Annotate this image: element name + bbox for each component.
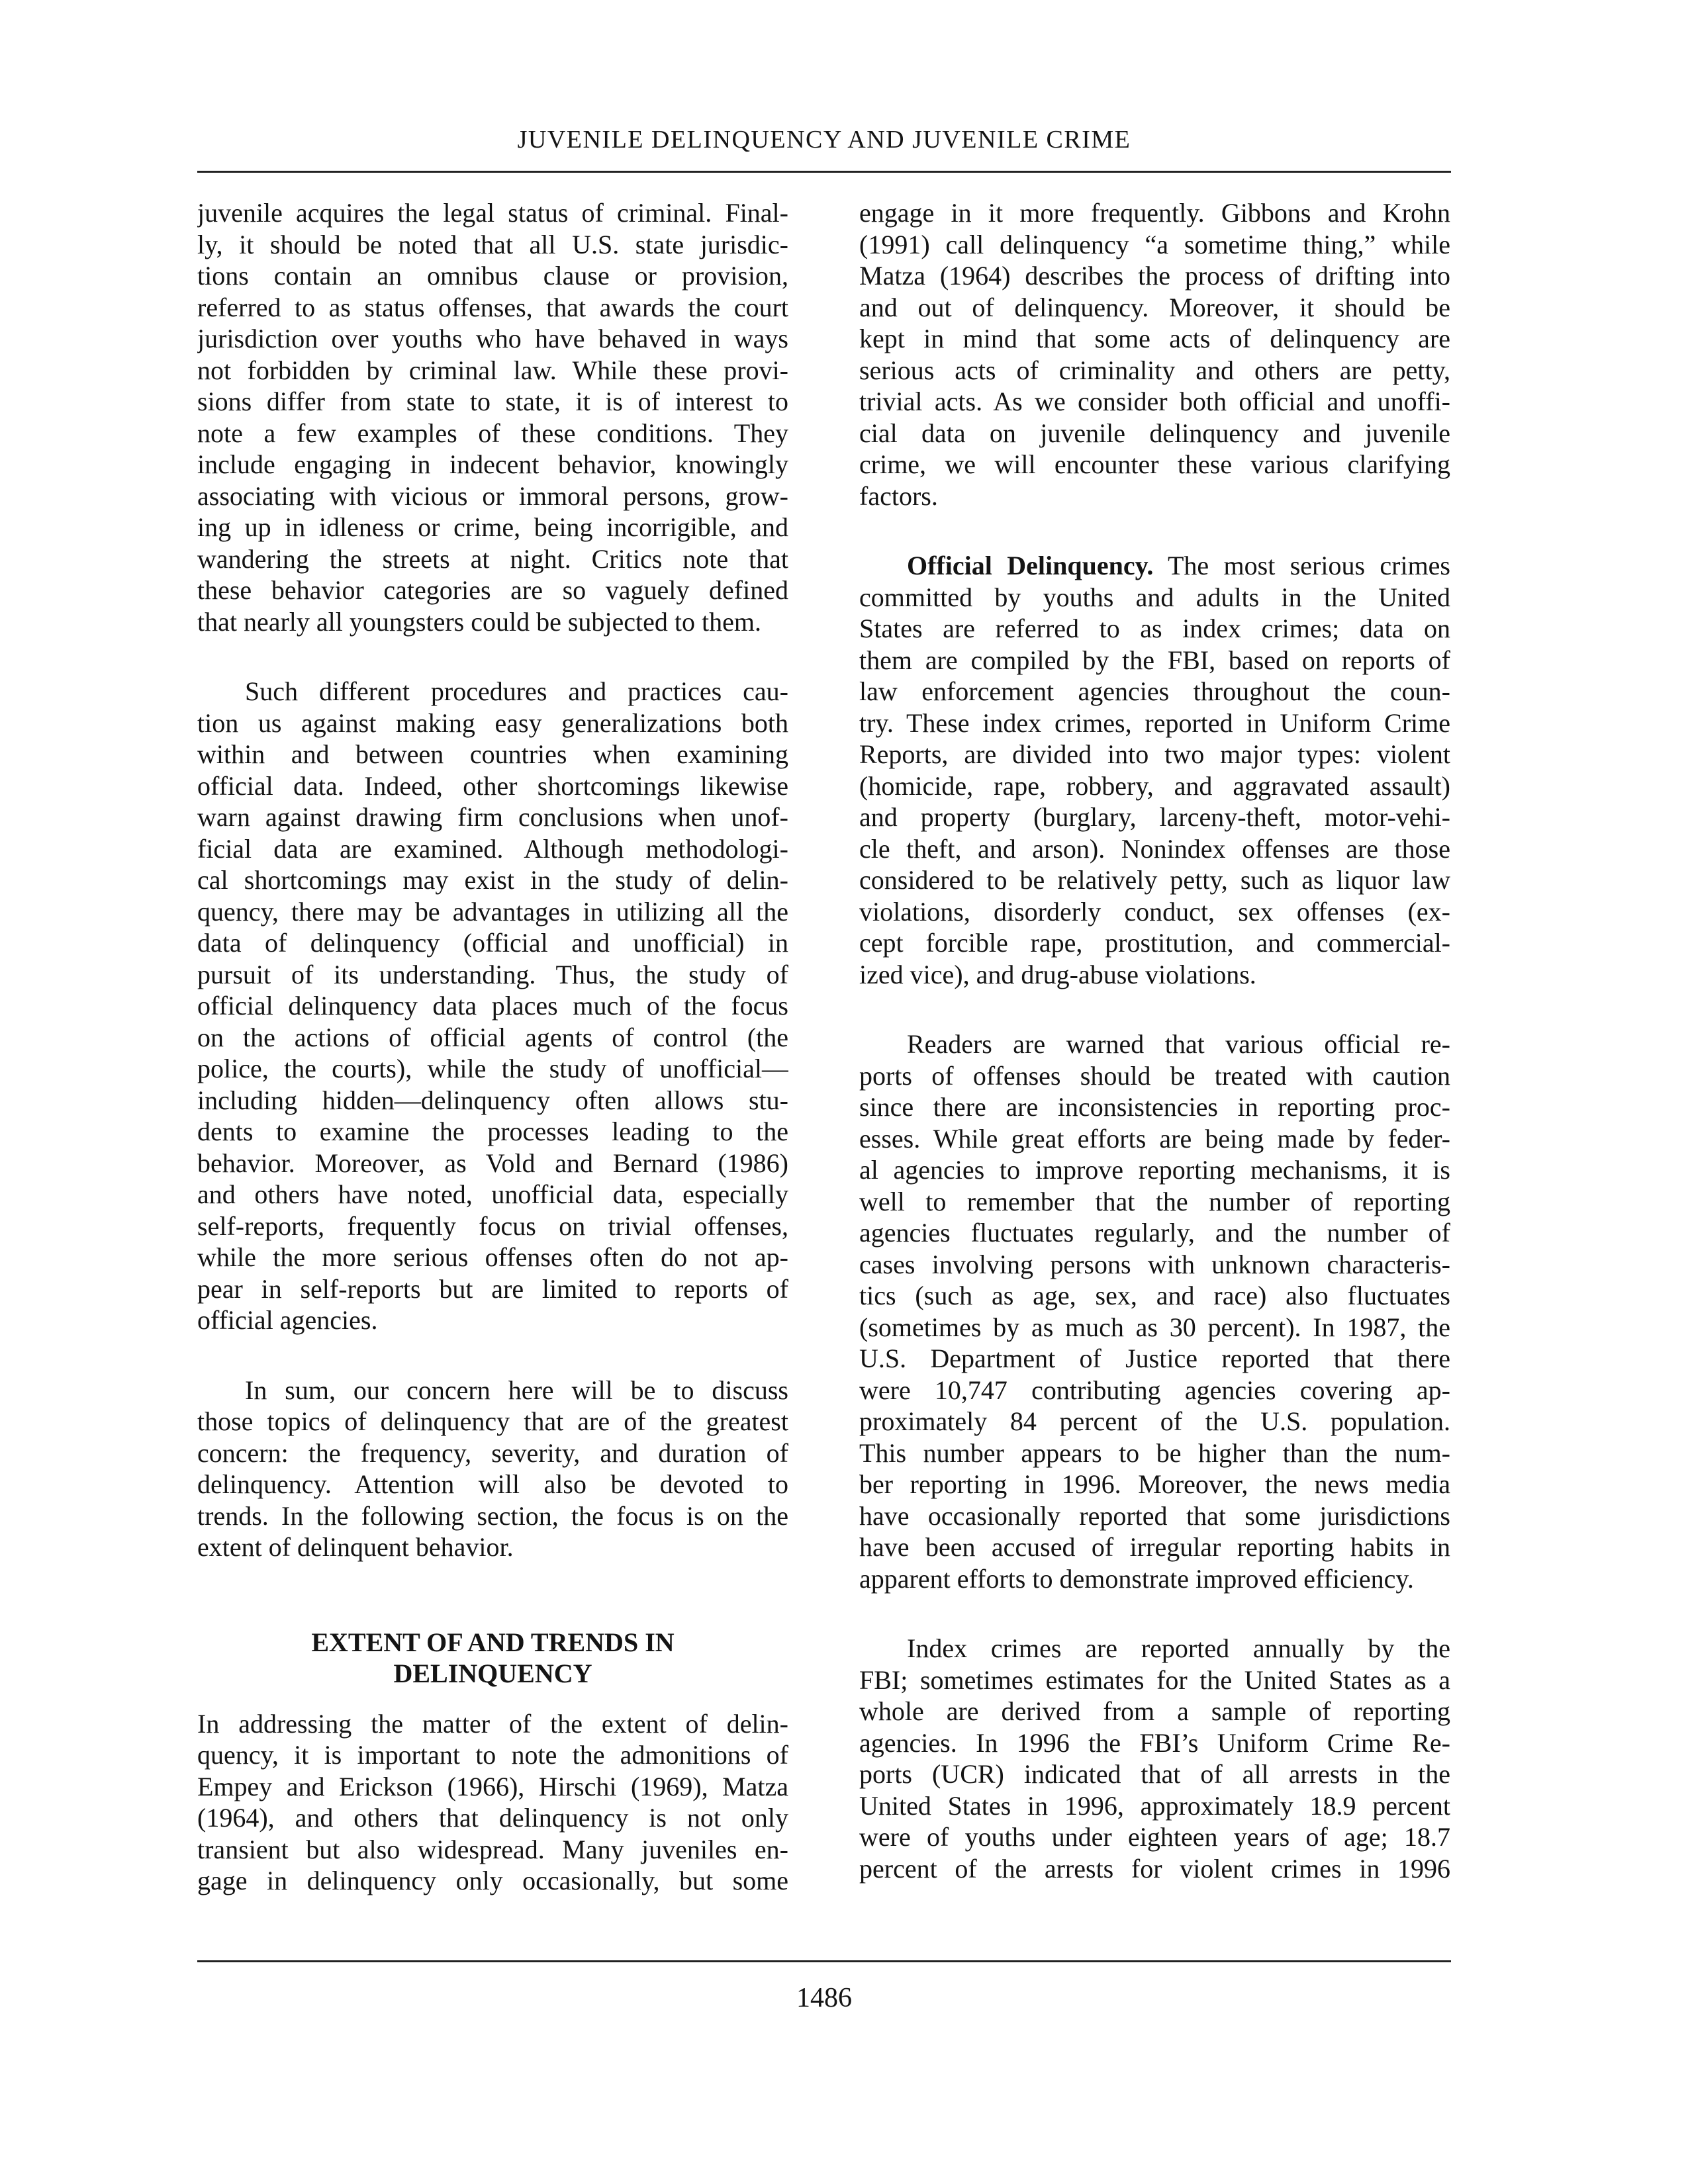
text-line: cle theft, and arson). Nonindex offenses are those (859, 833, 1450, 864)
text-line: official delinquency data places much of the focus (197, 991, 788, 1021)
text-line: (sometimes by as much as 30 percent). In 1987, the (859, 1312, 1450, 1342)
text-line: cial data on juvenile delinquency and juvenile (859, 418, 1450, 448)
text-line: tics (such as age, sex, and race) also fluctuates (859, 1281, 1450, 1310)
text-line: extent of delinquent behavior. (197, 1532, 514, 1562)
text-line: ber reporting in 1996. Moreover, the news media (859, 1469, 1450, 1499)
footer-rule (197, 1960, 1451, 1962)
text-line: Index crimes are reported annually by the (907, 1633, 1450, 1663)
text-line: wandering the streets at night. Critics note that (197, 543, 788, 574)
paragraph (197, 1375, 788, 1563)
text-line: committed by youths and adults in the United (859, 582, 1450, 612)
text-line: them are compiled by the FBI, based on reports of (859, 645, 1450, 675)
text-line: Matza (1964) describes the process of drifting into (859, 261, 1450, 291)
section-heading-line: EXTENT OF AND TRENDS IN (311, 1627, 675, 1657)
text-line: cept forcible rape, prostitution, and commercial- (859, 928, 1450, 958)
text-line: try. These index crimes, reported in Uniform Crime (859, 707, 1450, 738)
text-line: these behavior categories are so vaguely defined (197, 575, 788, 605)
run-in-heading: Official Delinquency. (907, 551, 1154, 580)
text-line: FBI; sometimes estimates for the United States as a (859, 1664, 1450, 1695)
text-line: jurisdiction over youths who have behaved in ways (197, 324, 788, 353)
text-line: ports (UCR) indicated that of all arrests in the (859, 1759, 1450, 1789)
text-line: This number appears to be higher than the num- (859, 1437, 1450, 1468)
paragraph (197, 1708, 788, 1897)
paragraph (197, 676, 788, 1336)
text-line: Empey and Erickson (1966), Hirschi (1969), Matza (197, 1771, 788, 1801)
text-line: and out of delinquency. Moreover, it should be (859, 292, 1450, 322)
paragraph (859, 1028, 1450, 1594)
text-line: (homicide, rape, robbery, and aggravated assault) (859, 770, 1450, 801)
text-line: police, the courts), while the study of unofficial— (197, 1054, 788, 1083)
paragraph (859, 1633, 1450, 1884)
text-line: proximately 84 percent of the U.S. population. (859, 1406, 1450, 1436)
text-line (859, 550, 1450, 582)
text-line: dents to examine the processes leading to the (197, 1116, 788, 1146)
text-line: percent of the arrests for violent crimes in 1996 (859, 1853, 1450, 1884)
text-line: have occasionally reported that some jurisdictions (859, 1500, 1450, 1531)
section-heading (197, 1627, 788, 1690)
text-line: ized vice), and drug-abuse violations. (859, 959, 1256, 989)
text-line: In sum, our concern here will be to discuss (245, 1375, 788, 1405)
header-rule (197, 171, 1451, 173)
text-line: including hidden—delinquency often allows stu- (197, 1085, 788, 1115)
text-line: violations, disorderly conduct, sex offenses (ex- (859, 896, 1450, 927)
text-line: quency, it is important to note the admonitions of (197, 1740, 788, 1770)
text-line: agencies fluctuates regularly, and the number of (859, 1218, 1450, 1248)
text-line: note a few examples of these conditions. They (197, 418, 788, 448)
text-line: transient but also widespread. Many juveniles en- (197, 1834, 788, 1864)
section-heading-line: DELINQUENCY (393, 1659, 592, 1688)
text-line: serious acts of criminality and others are petty, (859, 355, 1450, 385)
text-line: agencies. In 1996 the FBI’s Uniform Crime Re- (859, 1727, 1450, 1758)
text-line: and property (burglary, larceny-theft, motor-vehi- (859, 802, 1450, 832)
text-line: trends. In the following section, the focus is on the (197, 1500, 788, 1531)
text-line: ing up in idleness or crime, being incorrigible, and (197, 512, 788, 542)
text-line: U.S. Department of Justice reported that there (859, 1343, 1450, 1373)
text-line: kept in mind that some acts of delinquency are (859, 324, 1450, 353)
text-line: within and between countries when examining (197, 739, 788, 769)
text-line: associating with vicious or immoral persons, grow- (197, 480, 788, 511)
text-line: and others have noted, unofficial data, especially (197, 1179, 788, 1209)
text-line: considered to be relatively petty, such as liquor law (859, 865, 1450, 895)
running-head: JUVENILE DELINQUENCY AND JUVENILE CRIME (517, 126, 1131, 154)
text-line: were 10,747 contributing agencies covering ap- (859, 1375, 1450, 1405)
text-line: tion us against making easy generalizations both (197, 707, 788, 738)
text-line: engage in it more frequently. Gibbons and Krohn (859, 198, 1450, 228)
text-line: ports of offenses should be treated with caution (859, 1060, 1450, 1091)
text-line: juvenile acquires the legal status of criminal. Final- (197, 198, 788, 228)
page-number: 1486 (796, 1983, 852, 2013)
text-line: while the more serious offenses often do not ap- (197, 1242, 788, 1272)
text-line: States are referred to as index crimes; data on (859, 614, 1450, 643)
text-line: factors. (859, 480, 938, 511)
text-line: (1991) call delinquency “a sometime thing,” while (859, 229, 1450, 259)
text-line: not forbidden by criminal law. While these provi- (197, 355, 788, 385)
text-line: referred to as status offenses, that awards the court (197, 292, 788, 322)
text-line: pursuit of its understanding. Thus, the study of (197, 959, 788, 989)
text-line: Reports, are divided into two major types: violent (859, 739, 1450, 769)
text-line: delinquency. Attention will also be devoted to (197, 1469, 788, 1499)
text-line: apparent efforts to demonstrate improved efficiency. (859, 1563, 1414, 1594)
text-line: ficial data are examined. Although methodologi- (197, 833, 788, 864)
text-line: whole are derived from a sample of reporting (859, 1696, 1450, 1726)
paragraph (197, 197, 788, 637)
text-line: that nearly all youngsters could be subjected to them. (197, 606, 761, 637)
text-run: The most serious crimes (1153, 551, 1450, 580)
text-line: al agencies to improve reporting mechanisms, it is (859, 1155, 1450, 1185)
text-line: law enforcement agencies throughout the coun- (859, 676, 1450, 706)
text-line: self-reports, frequently focus on trivial offenses, (197, 1210, 788, 1241)
text-line: official agencies. (197, 1305, 378, 1335)
text-line: include engaging in indecent behavior, knowingly (197, 449, 788, 479)
text-line: pear in self-reports but are limited to reports of (197, 1273, 788, 1304)
text-line: esses. While great efforts are being made by feder- (859, 1123, 1450, 1154)
paragraph (859, 197, 1450, 512)
text-line: In addressing the matter of the extent of delin- (197, 1708, 788, 1739)
text-line: those topics of delinquency that are of the greatest (197, 1406, 788, 1436)
text-line: (1964), and others that delinquency is not only (197, 1803, 788, 1833)
text-line: official data. Indeed, other shortcomings likewise (197, 770, 788, 801)
text-line: since there are inconsistencies in reporting proc- (859, 1092, 1450, 1122)
text-line: quency, there may be advantages in utilizing all the (197, 896, 788, 927)
text-line: United States in 1996, approximately 18.9 percent (859, 1790, 1450, 1821)
text-line: gage in delinquency only occasionally, but some (197, 1866, 788, 1895)
left-column (197, 197, 788, 1897)
text-line: cases involving persons with unknown characteris- (859, 1249, 1450, 1279)
text-line: well to remember that the number of reporting (859, 1186, 1450, 1216)
text-line: Readers are warned that various official re- (907, 1029, 1450, 1059)
text-line: sions differ from state to state, it is of interest to (197, 387, 788, 416)
text-line: crime, we will encounter these various clarifying (859, 449, 1450, 479)
paragraph (859, 550, 1450, 990)
text-line: were of youths under eighteen years of age; 18.7 (859, 1822, 1450, 1852)
right-column (859, 197, 1450, 1884)
text-line: on the actions of official agents of control (the (197, 1022, 788, 1052)
text-line: behavior. Moreover, as Vold and Bernard (1986) (197, 1148, 788, 1178)
text-line: have been accused of irregular reporting habits in (859, 1532, 1450, 1562)
text-line: warn against drawing firm conclusions when unof- (197, 802, 788, 832)
text-line: concern: the frequency, severity, and duration of (197, 1437, 788, 1468)
text-line: Such different procedures and practices cau- (245, 676, 788, 706)
text-line: cal shortcomings may exist in the study of delin- (197, 865, 788, 895)
text-line: ly, it should be noted that all U.S. state jurisdic- (197, 229, 788, 259)
text-line: tions contain an omnibus clause or provision, (197, 261, 788, 291)
text-line: data of delinquency (official and unofficial) in (197, 928, 788, 958)
text-line: trivial acts. As we consider both official and unoffi- (859, 387, 1450, 416)
